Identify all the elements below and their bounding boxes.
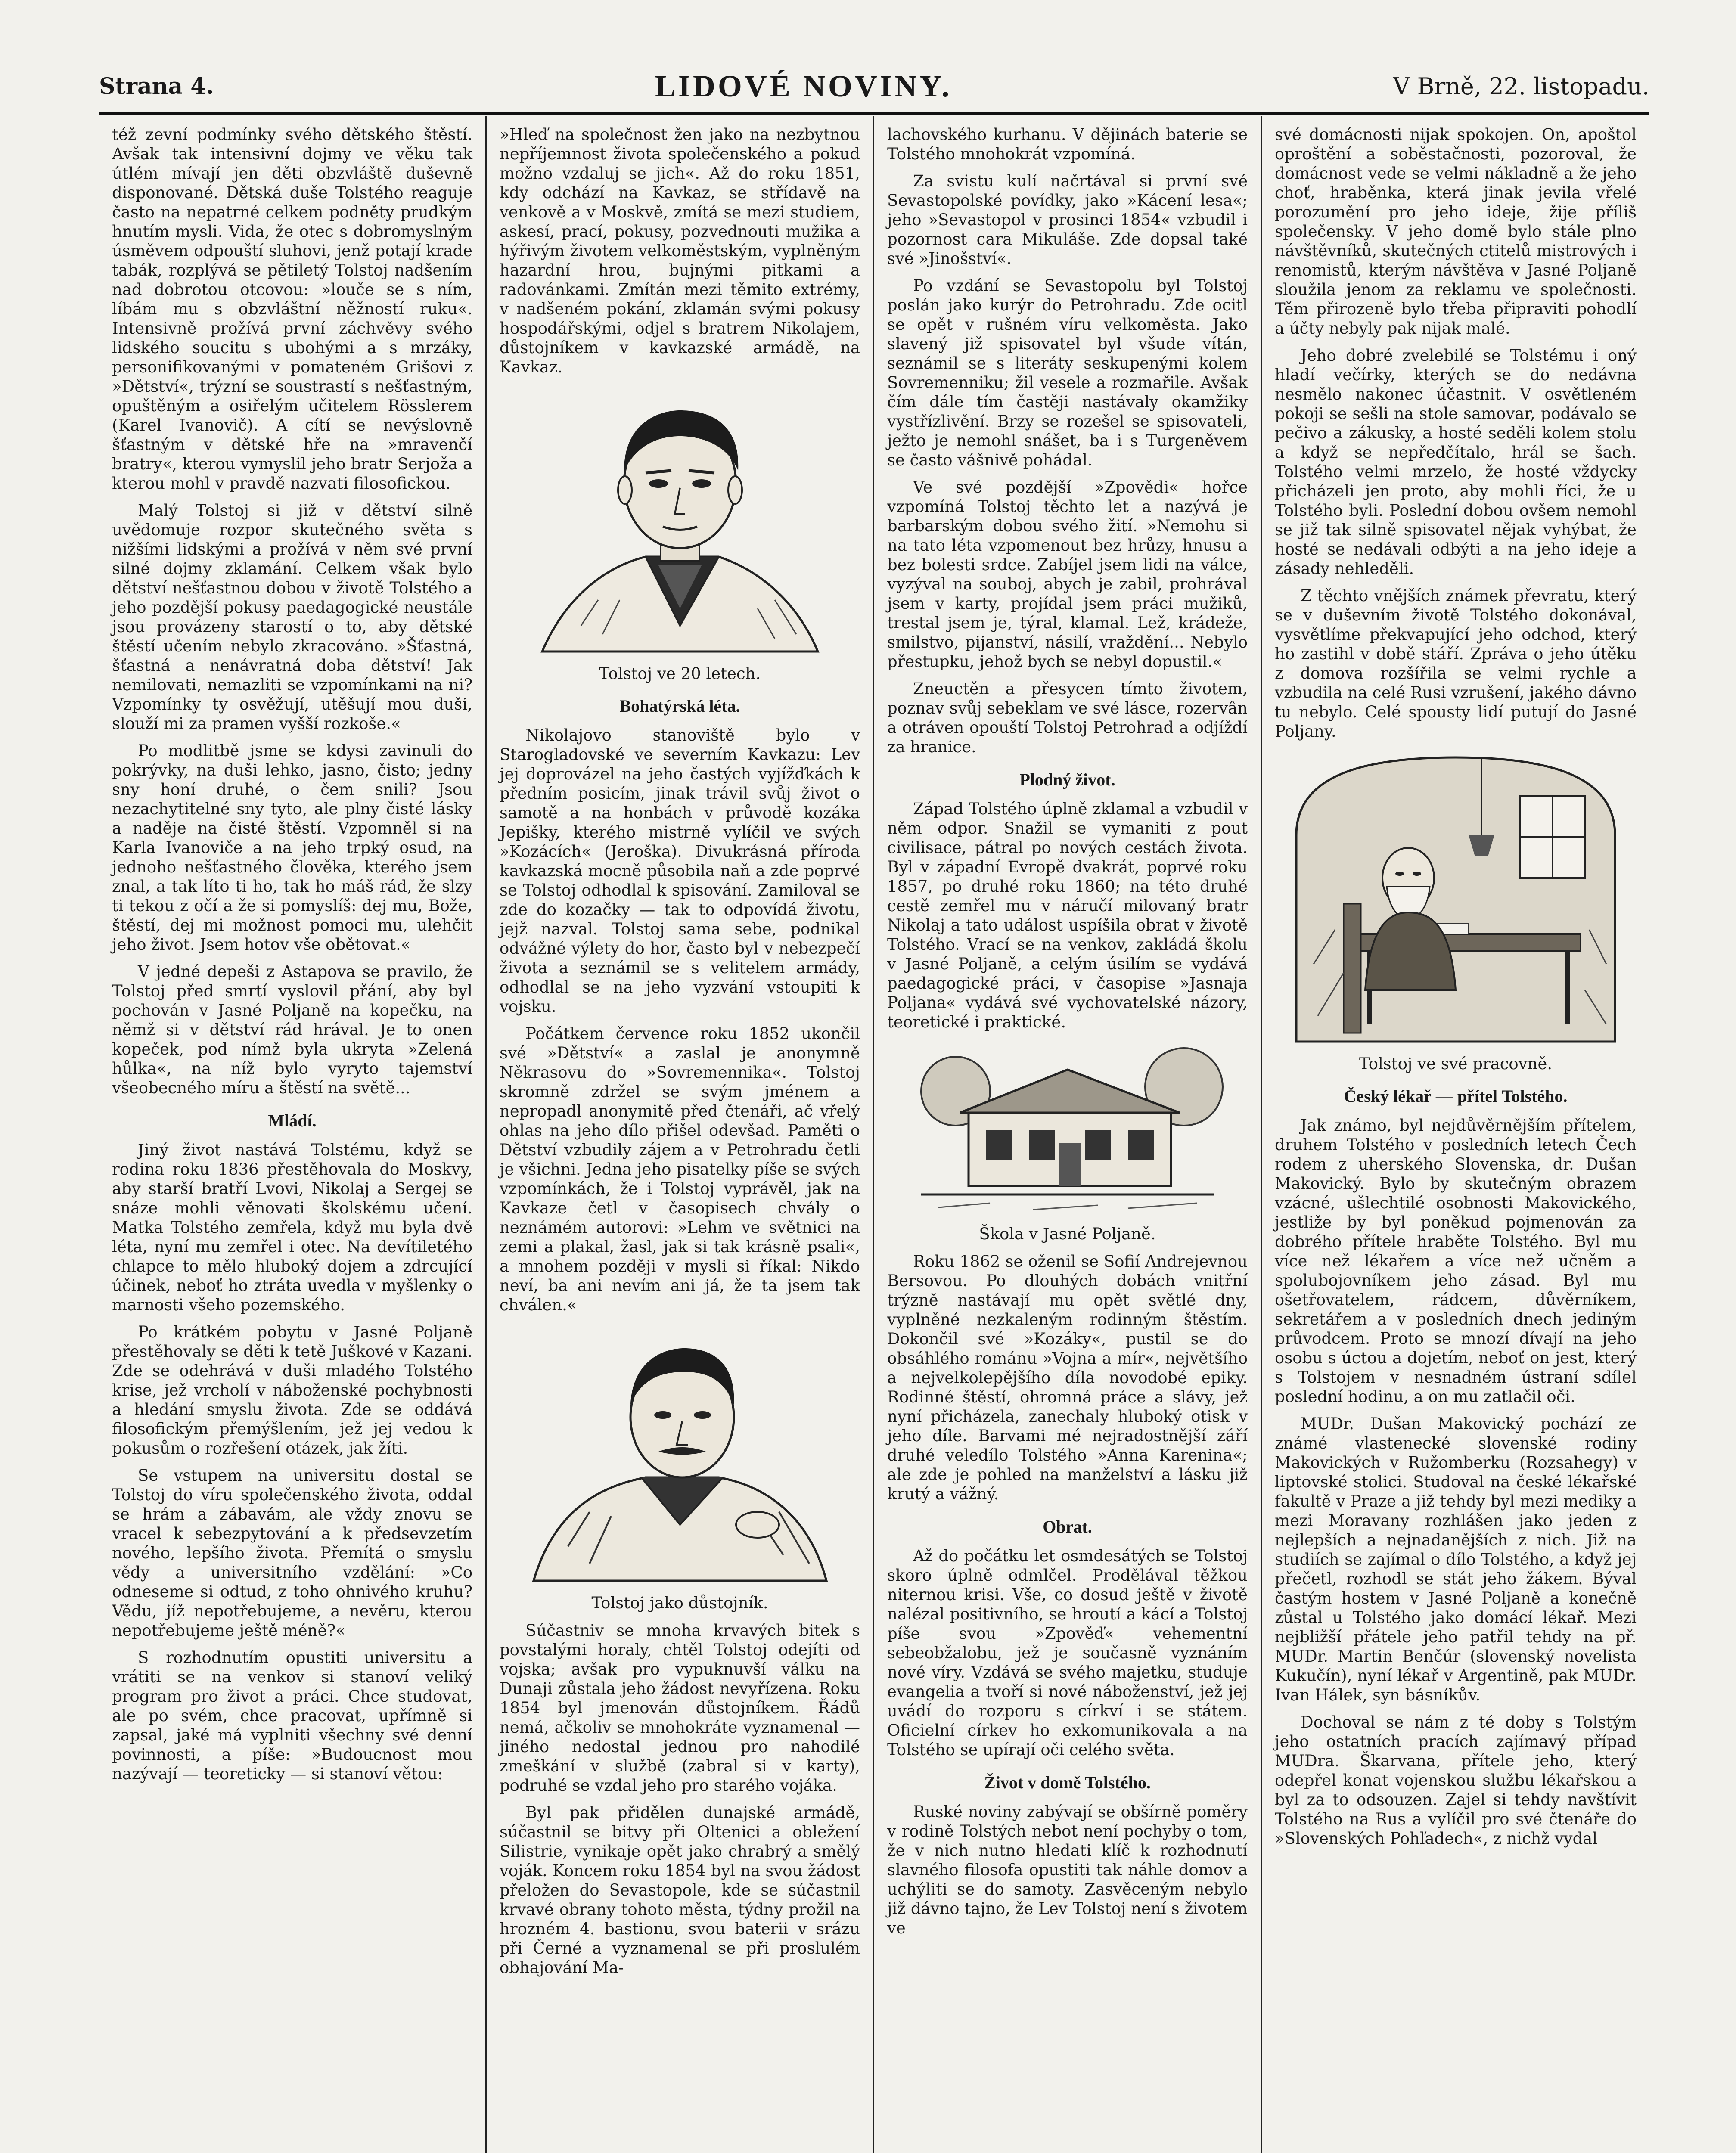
figure-caption: Tolstoj jako důstojník.	[591, 1594, 768, 1612]
section-heading-obrat: Obrat.	[1043, 1517, 1092, 1536]
paragraph: Jiný život nastává Tolstému, když se rodina roku 1836 přestěhovala do Moskvy, aby starší bratří Lvovi, Nikolaj a Sergej se snáze mohli věnovati školskému učení. Matka Tolstého zemřela, když mu byla dvě léta, nyní mu zemřel i otec. Na devítiletého chlapce to mělo hluboký dojem a zdrcující účinek, neboť ho ztráta uvedla v myšlenky o marnosti všeho pozemského.	[112, 1141, 472, 1314]
paragraph: Po krátkém pobytu v Jasné Poljaně přestěhovaly se děti k tetě Juškové v Kazani. Zde se odehrává v duši mladého Tolstého krise, jež vrcholí v náboženské pochybnosti a hledání smyslu života. Zde se oddává filosofickým přemýšlením, jež jej vedou k pokusům o rozřešení otázek, jak žíti.	[112, 1323, 472, 1458]
paragraph: »Hleď na společnost žen jako na nezbytnou nepříjemnost života společenského a pokud možno vzdaluj se jich«. Až do roku 1851, kdy odchází na Kavkaz, se střídavě na venkově a v Moskvě, zmítá se mezi studiem, askesí, prací, pokusy, pozvednouti mužika a hýřivým životem velkoměstským, vyplněným hazardní hrou, bujnými pitkami a radovánkami. Zmítán mezi těmito extrémy, v nadšeném pokání, zklamán svými pokusy hospodářskými, odjel s bratrem Nikolajem, důstojníkem v kavkazské armádě, na Kavkaz.	[500, 125, 860, 376]
paragraph: své domácnosti nijak spokojen. On, apoštol oproštění a soběstačnosti, pozoroval, že domácnost vede se velmi nákladně a že jeho choť, hraběnka, která jinak jevila vřelé porozumění pro jeho ideje, žije příliš společensky. V jeho domě bylo stále plno návštěvníků, skutečných ctitelů mistrových i renomistů, kterým návštěva v Jasné Poljaně sloužila jenom za reklamu ve společnosti. Těm přirozeně bylo třeba připraviti pohodlí a účty nebyly pak nijak malé.	[1275, 125, 1637, 338]
article-columns	[99, 116, 1649, 2153]
column-4	[1262, 116, 1649, 2153]
paragraph: Zneuctěn a přesycen tímto životem, poznav svůj sebeklam ve své lásce, rozervân a otráven opouští Tolstoj Petrohrad a odjíždí za hranice.	[887, 679, 1248, 756]
section-heading-cesky-lekar: Český lékař — přítel Tolstého.	[1344, 1086, 1568, 1106]
figure-caption: Tolstoj ve 20 letech.	[599, 664, 761, 683]
newspaper-title: LIDOVÉ NOVINY.	[655, 68, 952, 103]
section-heading-mladi: Mládí.	[268, 1111, 317, 1130]
portrait-young-tolstoy-illustration	[500, 385, 860, 660]
paragraph: lachovského kurhanu. V dějinách baterie se Tolstého mnohokrát vzpomíná.	[887, 125, 1248, 163]
paragraph: též zevní podmínky svého dětského štěstí. Avšak tak intensivní dojmy ve věku tak útlém mívají jen děti obzvláště duševně disponované. Dětská duše Tolstého reaguje často na nepatrné celkem podněty prudkým hnutím mysli. Vida, že otec s dobromyslným úsměvem odpouští sluhovi, jenž potají krade tabák, rozplývá se pětiletý Tolstoj nadšením nad dobrotou otcovou: »louče se s ním, líbám mu s obzvláštní něžností ruku«. Intensivně prožívá první záchvěvy svého lidského soucitu s ubohými a s mrzáky, personifikovanými v pomateném Grišovi z »Dětství«, trýzní se soustrastí s nešťastným, opuštěným a osiřelým učitelem Rösslerem (Karel Ivanovič). A cítí se nevýslovně šťastným v dětské hře na »mravenčí bratry«, kterou vymyslil jeho bratr Serjoža a kterou mohl v pravdě nazvati filosofickou.	[112, 125, 472, 493]
paragraph: Západ Tolstého úplně zklamal a vzbudil v něm odpor. Snažil se vymaniti z pout civilisace, pátral po nových cestách života. Byl v západní Evropě dvakrát, poprvé roku 1857, po druhé roku 1860; na této druhé cestě zemřel mu v náručí milovaný bratr Nikolaj a tato událost uspíšila obrat v životě Tolstého. Vrací se na venkov, zakládá školu v Jasné Poljaně, a celým úsilím se vydává paedagogické práci, v časopise »Jasnaja Poljana« vydává své vychovatelské názory, teoretické i praktické.	[887, 800, 1248, 1031]
paragraph: Po vzdání se Sevastopolu byl Tolstoj poslán jako kurýr do Petrohradu. Zde ocitl se opět v rušném víru velkoměsta. Jako slavený již spisovatel byl všude vítán, seznámil se s literáty seskupenými kolem Sovremenniku; žil vesele a rozmařile. Avšak čím dále tím častěji nastávaly okamžiky vystřízlivění. Brzy se rozešel se spisovateli, ježto je nemohl snášet, ba i s Turgeněvem se často vášnivě pohádal.	[887, 276, 1248, 469]
paragraph: Byl pak přidělen dunajské armádě, súčastnil se bitvy při Oltenici a obležení Silistrie, vynikaje opět jako chrabrý a smělý voják. Koncem roku 1854 byl na svou žádost přeložen do Sevastopole, kde se súčastnil krvavé obrany tohoto města, týdny prožil na hrozném 4. bastionu, svou baterii v srázu při Černé a vyznamenal se při proslulém obhajování Ma-	[500, 1803, 860, 1977]
paragraph: Nikolajovo stanoviště bylo v Starogladovské ve severním Kavkazu: Lev jej doprovázel na jeho častých vyjížďkách k předním posicím, jinak trávil svůj život o samotě a na honbách v průvodě kozáka Jepišky, kterého mistrně vylíčil ve svých »Kozácích« (Jeroška). Divukrásná příroda kavkazská mocně působila naň a zde poprvé se Tolstoj odhodlal k spisování. Zamiloval se zde do kozačky — tak to odpovídá životu, jejž nazval. Tolstoj sama sebe, podnikal odvážné výlety do hor, často byl v nebezpečí života a seznámil se s velitelem armády, odhodlal se na jeho vyzvání vstoupiti k vojsku.	[500, 726, 860, 1016]
paragraph: Dochoval se nám z té doby s Tolstým jeho ostatních pracích zajímavý případ MUDra. Škarvana, přítele jeho, který odepřel konat vojenskou službu lékařskou a byl za to odsouzen. Zajel si tehdy navštívit Tolstého na Rus a vylíčil pro své čtenáře do »Slovenských Pohľadech«, z nichž vydal	[1275, 1713, 1637, 1848]
paragraph: Roku 1862 se oženil se Sofií Andrejevnou Bersovou. Po dlouhých dobách vnitřní trýzně nastávají mu opět světlé dny, vyplněné nezkaleným rodinným štěstím. Dokončil své »Kozáky«, pustil se do obsáhlého románu »Vojna a mír«, největšího a nejvelkolepějšího díla novodobé epiky. Rodinné štěstí, ohromná práce a slávy, jež nyní přicházela, zanechaly hluboký otisk v jeho díle. Barvami mé nejradostnější září druhé veledílo Tolstého »Anna Karenina«; ale zde je pohled na manželství a lásku již krutý a vážný.	[887, 1252, 1248, 1503]
paragraph: V jedné depeši z Astapova se pravilo, že Tolstoj před smrtí vyslovil přání, aby byl pochován v Jasné Poljaně na kopečku, na němž si v dětství rád hrával. Je to onen kopeček, pod nímž byla ukryta »Zelená hůlka«, na níž bylo vyryto tajemství všeobecného míru a štěstí na světě...	[112, 962, 472, 1097]
column-2	[487, 116, 874, 2153]
school-jasna-poljana-illustration	[887, 1039, 1248, 1220]
page-number: Strana 4.	[99, 73, 214, 99]
dateline: V Brně, 22. listopadu.	[1393, 72, 1649, 100]
masthead	[99, 60, 1649, 115]
section-heading-zivot-v-dome: Život v domě Tolstého.	[984, 1773, 1151, 1792]
paragraph: Súčastniv se mnoha krvavých bitek s povstalými horaly, chtěl Tolstoj odejíti od vojska; avšak pro vypuknuvší válku na Dunaji zůstala jeho žádost nevyřízena. Roku 1854 byl jmenován důstojníkem. Řádů nemá, ačkoliv se mnohokráte vyznamenal — jiného nedostal jednou pro nahodilé zmeškání v službě (zabral si v karty), podruhé se vzdal jeho pro starého vojáka.	[500, 1621, 860, 1795]
paragraph: Za svistu kulí načrtával si první své Sevastopolské povídky, jako »Kácení lesa«; jeho »Sevastopol v prosinci 1854« vzbudil i pozornost cara Mikuláše. Zde dopsal také své »Jinošství«.	[887, 172, 1248, 268]
column-3	[874, 116, 1262, 2153]
paragraph: Ruské noviny zabývají se obšírně poměry v rodině Tolstých nebot není pochyby o tom, že v nich nutno hledati klíč k rozhodnutí slavného filosofa opustiti tak náhle domov a uchýliti se do samoty. Zasvěceným nebylo již dávno tajno, že Lev Tolstoj není s životem ve	[887, 1802, 1248, 1937]
paragraph: Počátkem července roku 1852 ukončil své »Dětství« a zaslal je anonymně Někrasovu do »Sovremennika«. Tolstoj skromně zdržel se svým jménem a nepropadl anonymitě před čtenáři, ač vřelý ohlas na jeho dílo přišel odevšad. Paměti o Dětství vzbudily zájem a v Petrohradu četli je všichni. Jedna jeho pisatelky píše se svých vzpomínkách, že i Tolstoj vyprávěl, jak na Kavkaze četl v časopisech chvály o neznámém autorovi: »Lehm ve světnici na zemi a plakal, žasl, jak si tak krásně psali«, a mnohem později v mysli si říkal: Nikdo neví, ba ani nevím ani já, že ta jsem tak chválen.«	[500, 1024, 860, 1314]
paragraph: Jeho dobré zvelebilé se Tolstému i oný hladí večírky, kterých se do nedávna nesmělo nakonec účastnit. V osvětleném pokoji se sešli na stole samovar, podávalo se pečivo a zákusky, a hosté seděli kolem stolu a když se nepředčítalo, hrál se šach. Tolstého velmi mrzelo, že hosté vždycky přicházeli jen proto, aby mohli říci, že u Tolstého byli. Poslední dobou ovšem nemohl se již tak silně spisovatel nějak vyhýbat, že hosté se nedávali odbýti a na jeho ideje a zásady nehleděli.	[1275, 346, 1637, 578]
section-heading-bohatyrska-leta: Bohatýrská léta.	[619, 696, 740, 716]
paragraph: Malý Tolstoj si již v dětství silně uvědomuje rozpor skutečného světa s nižšími lidskými a prožívá v něm své první silné dojmy zklamání. Celkem však bylo dětství nešťastnou dobou v životě Tolstého a jeho pozdější pokusy paedagogické neustále jsou provázeny starostí o to, aby dětské štěstí učením nebylo zkracováno. »Šťastná, šťastná a nenávratná doba dětství! Jak nemilovati, nemazliti se vzpomínkami na ni? Vzpomínky ty osvěžují, utěšují mou duši, slouží mi za pramen vyšší rozkoše.«	[112, 501, 472, 733]
column-1	[99, 116, 487, 2153]
figure-caption: Škola v Jasné Poljaně.	[979, 1225, 1156, 1243]
paragraph: Z těchto vnějších známek převratu, který se v duševním životě Tolstého dokonával, vysvětlíme překvapující jeho odchod, který ho zastihl v době stáří. Zpráva o jeho útěku z domova rozšířila se velmi rychle a vzbudila na celé Rusi vzrušení, jakého dávno tu nebylo. Celé spousty lidí putují do Jasné Poljany.	[1275, 586, 1637, 741]
portrait-tolstoy-officer-illustration	[500, 1322, 860, 1589]
paragraph: Až do počátku let osmdesátých se Tolstoj skoro úplně odmlčel. Prodělával těžkou niternou krisi. Vše, co dosud ještě v životě nalézal positivního, se hroutí a kácí a Tolstoj píše svou »Zpověď« vehementní sebeobžalobu, jež je současně vyznáním nové víry. Vzdává se svého majetku, studuje evangelia a tvoří si nové náboženství, jež jej uvádí do rozporu s církví i se státem. Oficielní církev ho exkomunikovala a na Tolstého se upírají oči celého světa.	[887, 1547, 1248, 1759]
paragraph: Ve své pozdější »Zpovědi« hořce vzpomíná Tolstoj těchto let a nazývá je barbarským dobou svého žití. »Nemohu si na tato léta vzpomenout bez hrůzy, hnusu a bez bolesti srdce. Zabíjel jsem lidi na válce, vyzýval na souboj, abych je zabil, prohrával jsem v karty, projídal jsem práci mužiků, trestal jsem je, týral, klamal. Lež, krádeže, smilstvo, pijanství, násilí, vraždění... Nebylo přestupku, jehož bych se nebyl dopustil.«	[887, 478, 1248, 671]
paragraph: Jak známo, byl nejdůvěrnějším přítelem, druhem Tolstého v posledních letech Čech rodem z uherského Slovenska, dr. Dušan Makovický. Bylo by skutečným obrazem vzácné, ušlechtilé osobnosti Makovického, jestliže by byl poněkud pojmenován za dobrého přítele hraběte Tolstého. Byl mu více než lékařem a více než učněm a spolubojovníkem jeho zásad. Byl mu ošetřovatelem, rádcem, důvěrníkem, sekretářem a v posledních dnech jediným průvodcem. Proto se mnozí dívají na jeho osobu s úctou a dojetím, neboť on jest, který s Tolstojem v nesnadném ústraní sdílel poslední hodinu, a on mu zatlačil oči.	[1275, 1116, 1637, 1406]
figure-caption: Tolstoj ve své pracovně.	[1359, 1055, 1553, 1073]
paragraph: MUDr. Dušan Makovický pochází ze známé vlastenecké slovenské rodiny Makovických v Ružomberku (Rozsahegy) v liptovské stolici. Studoval na české lékařské fakultě v Praze a již tehdy byl mezi mediky a mezi Moravany rozhlášen jako jeden z nejlepších a nejnadanějších z nich. Již na studiích se zajímal o dílo Tolstého, a když jej přečetl, rozhodl se stát jeho žákem. Býval častým hostem v Jasné Poljaně a konečně zůstal u Tolstého jako domácí lékař. Mezi nejbližší přátele jeho patřil tehdy na př. MUDr. Martin Benčúr (slovenský novelista Kukučín), nyní lékař v Argentině, pak MUDr. Ivan Hálek, syn básníkův.	[1275, 1415, 1637, 1704]
paragraph: Po modlitbě jsme se kdysi zavinuli do pokrývky, na duši lehko, jasno, čisto; jedny sny honí druhé, o čem snili? Jsou nezachytitelné sny tyto, ale plny čisté lásky a naděje na čisté štěstí. Vzpomněl si na Karla Ivanoviče a na jeho trpký osud, na jednoho nešťastného člověka, kterého jsem znal, a tak líto ti ho, tak ho máš rád, že slzy ti tekou z očí a že si pomyslíš: dej mu, Bože, štěstí, dej mi možnost pomoci mu, ulehčit jeho život. Jsem hotov vše obětovat.«	[112, 741, 472, 954]
section-heading-plodny-zivot: Plodný život.	[1019, 770, 1115, 789]
paragraph: Se vstupem na universitu dostal se Tolstoj do víru společenského života, oddal se hrám a zábavám, ale vždy znovu se vracel k sebezpytování a k předsevzetím nového, lepšího života. Přemítá o smyslu vědy a universitního vzdělání: »Co odneseme si odtud, z toho ohnivého kruhu? Vědu, jíž nepotřebujeme, a nevěru, kterou nepotřebujeme ještě méně?«	[112, 1466, 472, 1640]
paragraph: S rozhodnutím opustiti universitu a vrátiti se na venkov si stanoví veliký program pro život a práci. Chce studovat, ale po svém, chce pracovat, upřímně si zapsal, jaké má vyplniti všechny své denní povinnosti, a píše: »Budoucnost mou nazývají — teoreticky — si stanoví větou:	[112, 1648, 472, 1783]
tolstoy-study-illustration	[1275, 749, 1637, 1050]
